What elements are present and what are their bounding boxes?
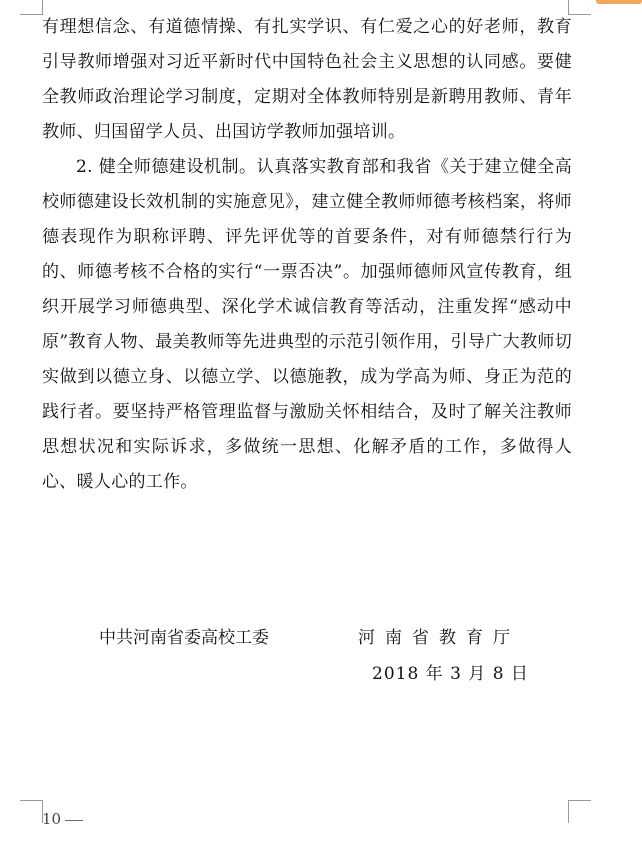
document-body — [42, 10, 572, 500]
crop-mark-bottom-left — [20, 800, 43, 823]
signature-right-org: 河南省教育厅 — [358, 628, 520, 648]
signature-date: 2018 年 3 月 8 日 — [372, 664, 529, 684]
signature-left-org: 中共河南省委高校工委 — [99, 628, 269, 648]
page-number: 10 — [42, 810, 62, 828]
paragraph-1: 有理想信念、有道德情操、有扎实学识、有仁爱之心的好老师，教育引导教师增强对习近平新时代中国特色社会主义思想的认同感。要健全教师政治理论学习制度，定期对全体教师特别是新聘用教师、青年教师、归国留学人员、出国访学教师加强培训。 — [42, 17, 572, 142]
paragraph-2: 2. 健全师德建设机制。认真落实教育部和我省《关于建立健全高校师德建设长效机制的实施意见》，建立健全教师师德考核档案，将师德表现作为职称评聘、评先评优等的首要条件，对有师德禁行行为的、师德考核不合格的实行“一票否决”。加强师德师风宣传教育，组织开展学习师德典型、深化学术诚信教育等活动，注重发挥“感动中原”教育人物、最美教师等先进典型的示范引领作用，引导广大教师切实做到以德立身、以德立学、以德施教，成为学高为师、身正为范的践行者。要坚持严格管理监督与激励关怀相结合，及时了解关注教师思想状况和实际诉求，多做统一思想、化解矛盾的工作，多做得人心、暖人心的工作。 — [42, 157, 572, 492]
crop-mark-bottom-right — [568, 800, 591, 823]
footer-dash — [65, 820, 83, 821]
page-number-footer — [42, 810, 87, 828]
top-accent-bar — [596, 0, 642, 4]
crop-mark-top-left — [20, 0, 43, 15]
signature-block — [0, 623, 642, 693]
